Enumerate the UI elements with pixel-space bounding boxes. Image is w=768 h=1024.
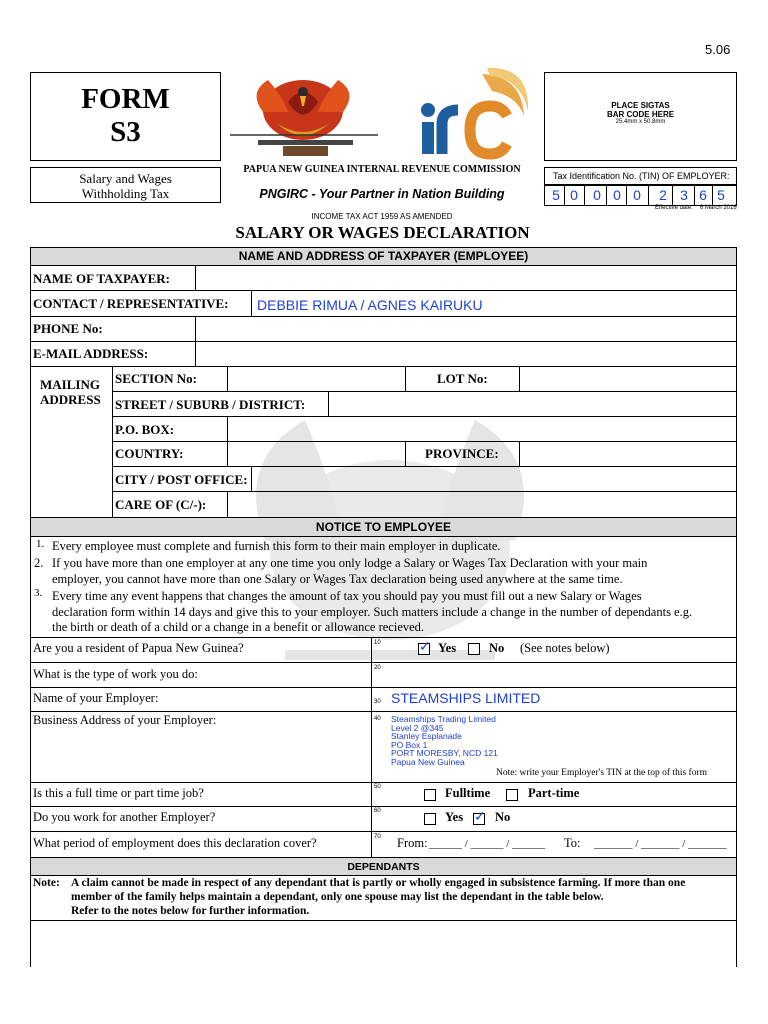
notice-item-3-line3: the birth or death of a child or a change in a benefit or allowance recieved. bbox=[52, 620, 425, 634]
fulltime-checkbox[interactable] bbox=[424, 789, 436, 801]
form-subtitle-line2: Withholding Tax bbox=[81, 186, 170, 201]
employer-address-line: PORT MORESBY, NCD 121 bbox=[391, 748, 498, 758]
question-job-type: Is this a full time or part time job? bbox=[33, 786, 204, 800]
tin-digit: 5 bbox=[552, 187, 560, 203]
page-title: SALARY OR WAGES DECLARATION bbox=[235, 223, 530, 242]
barcode-line2: BAR CODE HERE bbox=[606, 110, 675, 119]
taxpayer-name-field[interactable] bbox=[197, 267, 735, 289]
other-employer-yes-checkbox[interactable] bbox=[424, 813, 436, 825]
tin-digit: 0 bbox=[613, 187, 621, 203]
period-from-field[interactable]: ______ / ______ / ______ bbox=[429, 838, 546, 850]
city-label: CITY / POST OFFICE: bbox=[115, 472, 248, 487]
question-code-70: 70 bbox=[374, 834, 381, 840]
barcode-line1: PLACE SIGTAS bbox=[611, 101, 670, 110]
employer-address-line: Level 2 @345 bbox=[391, 722, 444, 733]
other-employer-no-label: No bbox=[495, 810, 511, 824]
dependants-note-label: Note: bbox=[33, 877, 60, 889]
question-code-50: 50 bbox=[374, 784, 381, 790]
employer-name-field[interactable]: STEAMSHIPS LIMITED bbox=[391, 690, 541, 706]
street-field[interactable] bbox=[330, 392, 735, 415]
tin-digit: 3 bbox=[680, 187, 688, 203]
dependants-note-line3: Refer to the notes below for further information. bbox=[71, 905, 310, 917]
income-tax-act: INCOME TAX ACT 1959 AS AMENDED bbox=[311, 212, 453, 221]
dependants-note-line2: member of the family helps maintain a dependant, only one spouse may list the dependant in the table below. bbox=[71, 891, 604, 903]
question-employer-name: Name of your Employer: bbox=[33, 691, 159, 705]
mailing-label-line1: MAILING bbox=[40, 377, 100, 392]
question-resident: Are you a resident of Papua New Guinea? bbox=[33, 641, 244, 655]
province-field[interactable] bbox=[521, 442, 735, 465]
dependants-note-line1: A claim cannot be made in respect of any dependant that is partly or wholly engaged in subsistence farming. If more than one bbox=[71, 877, 686, 889]
taxpayer-name-label: NAME OF TAXPAYER: bbox=[33, 271, 170, 286]
employer-address-line: Steamships Trading Limited bbox=[391, 714, 496, 724]
form-code: S3 bbox=[110, 116, 141, 148]
care-of-field[interactable] bbox=[229, 492, 735, 516]
barcode-line3: 25.4mm x 50.8mm bbox=[615, 119, 666, 125]
po-box-label: P.O. BOX: bbox=[115, 422, 175, 437]
lot-no-label: LOT No: bbox=[437, 371, 488, 386]
tin-digit: 0 bbox=[633, 187, 641, 203]
check-icon: ✓ bbox=[419, 640, 431, 655]
notice-item-3-number: 3. bbox=[34, 587, 43, 599]
resident-no-label: No bbox=[489, 641, 505, 655]
resident-yes-label: Yes bbox=[438, 641, 457, 655]
tin-digit: 5 bbox=[717, 187, 725, 203]
mailing-label-line2: ADDRESS bbox=[40, 392, 101, 407]
question-other-employer: Do you work for another Employer? bbox=[33, 810, 216, 824]
employer-address-field[interactable] bbox=[391, 715, 498, 766]
resident-note: (See notes below) bbox=[520, 641, 610, 655]
png-emblem-logo bbox=[228, 72, 383, 162]
country-label: COUNTRY: bbox=[115, 446, 184, 461]
tin-digit: 0 bbox=[593, 187, 601, 203]
tin-digit: 2 bbox=[659, 187, 667, 203]
street-label: STREET / SUBURB / DISTRICT: bbox=[115, 397, 306, 412]
country-field[interactable] bbox=[229, 442, 403, 465]
city-field[interactable] bbox=[253, 467, 735, 490]
agency-name: PAPUA NEW GUINEA INTERNAL REVENUE COMMISSION bbox=[243, 164, 521, 175]
tin-footnote-date-label: Effective date: bbox=[655, 205, 693, 211]
question-period: What period of employment does this declaration cover? bbox=[33, 836, 317, 850]
section-no-label: SECTION No: bbox=[115, 371, 197, 386]
parttime-checkbox[interactable] bbox=[506, 789, 518, 801]
province-label: PROVINCE: bbox=[425, 446, 499, 461]
tin-footnote-date: 6 March 2016 bbox=[700, 205, 737, 211]
question-code-10: 10 bbox=[374, 640, 381, 646]
tin-digit: 0 bbox=[570, 187, 578, 203]
question-code-60: 60 bbox=[374, 808, 381, 814]
taxpayer-section-heading: NAME AND ADDRESS OF TAXPAYER (EMPLOYEE) bbox=[30, 247, 737, 266]
question-business-address: Business Address of your Employer: bbox=[33, 713, 217, 727]
employer-tin-note: Note: write your Employer's TIN at the top of this form bbox=[496, 768, 708, 778]
form-subtitle-line1: Salary and Wages bbox=[79, 171, 172, 186]
notice-item-1-number: 1. bbox=[36, 538, 45, 550]
form-subtitle-box bbox=[30, 167, 221, 203]
contact-label: CONTACT / REPRESENTATIVE: bbox=[33, 296, 229, 311]
resident-no-checkbox[interactable] bbox=[468, 643, 480, 655]
notice-item-3-line2: declaration form within 14 days and give this to your employer. Such matters include a change in the number of dependants e.g. bbox=[52, 605, 693, 619]
phone-field[interactable] bbox=[197, 317, 735, 340]
tin-label: Tax Identification No. (TIN) OF EMPLOYER: bbox=[544, 167, 737, 185]
notice-item-3-line1: Every time any event happens that changes the amount of tax you should pay you must fill out a new Salary or Wages bbox=[52, 589, 642, 603]
notice-item-2-line1: If you have more than one employer at any one time you only lodge a Salary or Wages Tax Declaration with your main bbox=[52, 556, 648, 570]
period-to-field[interactable]: _______ / _______ / _______ bbox=[594, 838, 727, 850]
dependants-heading: DEPENDANTS bbox=[30, 857, 737, 876]
contact-field[interactable]: DEBBIE RIMUA / AGNES KAIRUKU bbox=[257, 297, 483, 313]
email-label: E-MAIL ADDRESS: bbox=[33, 346, 149, 361]
email-field[interactable] bbox=[197, 342, 735, 365]
check-icon: ✓ bbox=[474, 810, 486, 825]
other-employer-no-checkbox[interactable] bbox=[473, 810, 486, 825]
barcode-placeholder bbox=[544, 72, 737, 161]
form-number-box bbox=[30, 72, 221, 161]
slogan: PNGIRC - Your Partner in Nation Building bbox=[259, 187, 505, 201]
notice-item-2-number: 2. bbox=[34, 556, 44, 570]
dependants-table-area[interactable] bbox=[31, 921, 736, 967]
lot-no-field[interactable] bbox=[521, 367, 735, 390]
notice-item-2-line2: employer, you cannot have more than one Salary or Wages Tax declaration being used anywhere at the same time. bbox=[52, 572, 623, 586]
other-employer-yes-label: Yes bbox=[445, 810, 464, 824]
work-type-field[interactable] bbox=[385, 664, 735, 686]
employer-address-line: Papua New Guinea bbox=[391, 756, 465, 767]
phone-label: PHONE No: bbox=[33, 321, 103, 336]
employer-address-line: Stanley Esplanade bbox=[391, 731, 462, 741]
tin-digit: 6 bbox=[699, 187, 707, 203]
fulltime-label: Fulltime bbox=[445, 786, 491, 800]
parttime-label: Part-time bbox=[528, 786, 580, 800]
period-to-label: To: bbox=[564, 836, 581, 850]
notice-heading: NOTICE TO EMPLOYEE bbox=[30, 517, 737, 537]
form-label: FORM bbox=[81, 83, 170, 115]
question-work-type: What is the type of work you do: bbox=[33, 667, 198, 681]
care-of-label: CARE OF (C/-): bbox=[115, 497, 207, 512]
employer-address-line: PO Box 1 bbox=[391, 739, 428, 750]
question-code-40: 40 bbox=[374, 716, 381, 722]
section-no-field[interactable] bbox=[229, 367, 403, 390]
po-box-field[interactable] bbox=[229, 417, 735, 440]
page-number: 5.06 bbox=[705, 42, 731, 57]
period-from-label: From: bbox=[397, 836, 428, 850]
question-code-20: 20 bbox=[374, 665, 381, 671]
question-code-30: 30 bbox=[374, 699, 381, 705]
resident-yes-checkbox[interactable] bbox=[418, 640, 431, 655]
notice-item-1: Every employee must complete and furnish this form to their main employer in duplicate. bbox=[52, 539, 501, 553]
irc-logo bbox=[412, 66, 530, 162]
